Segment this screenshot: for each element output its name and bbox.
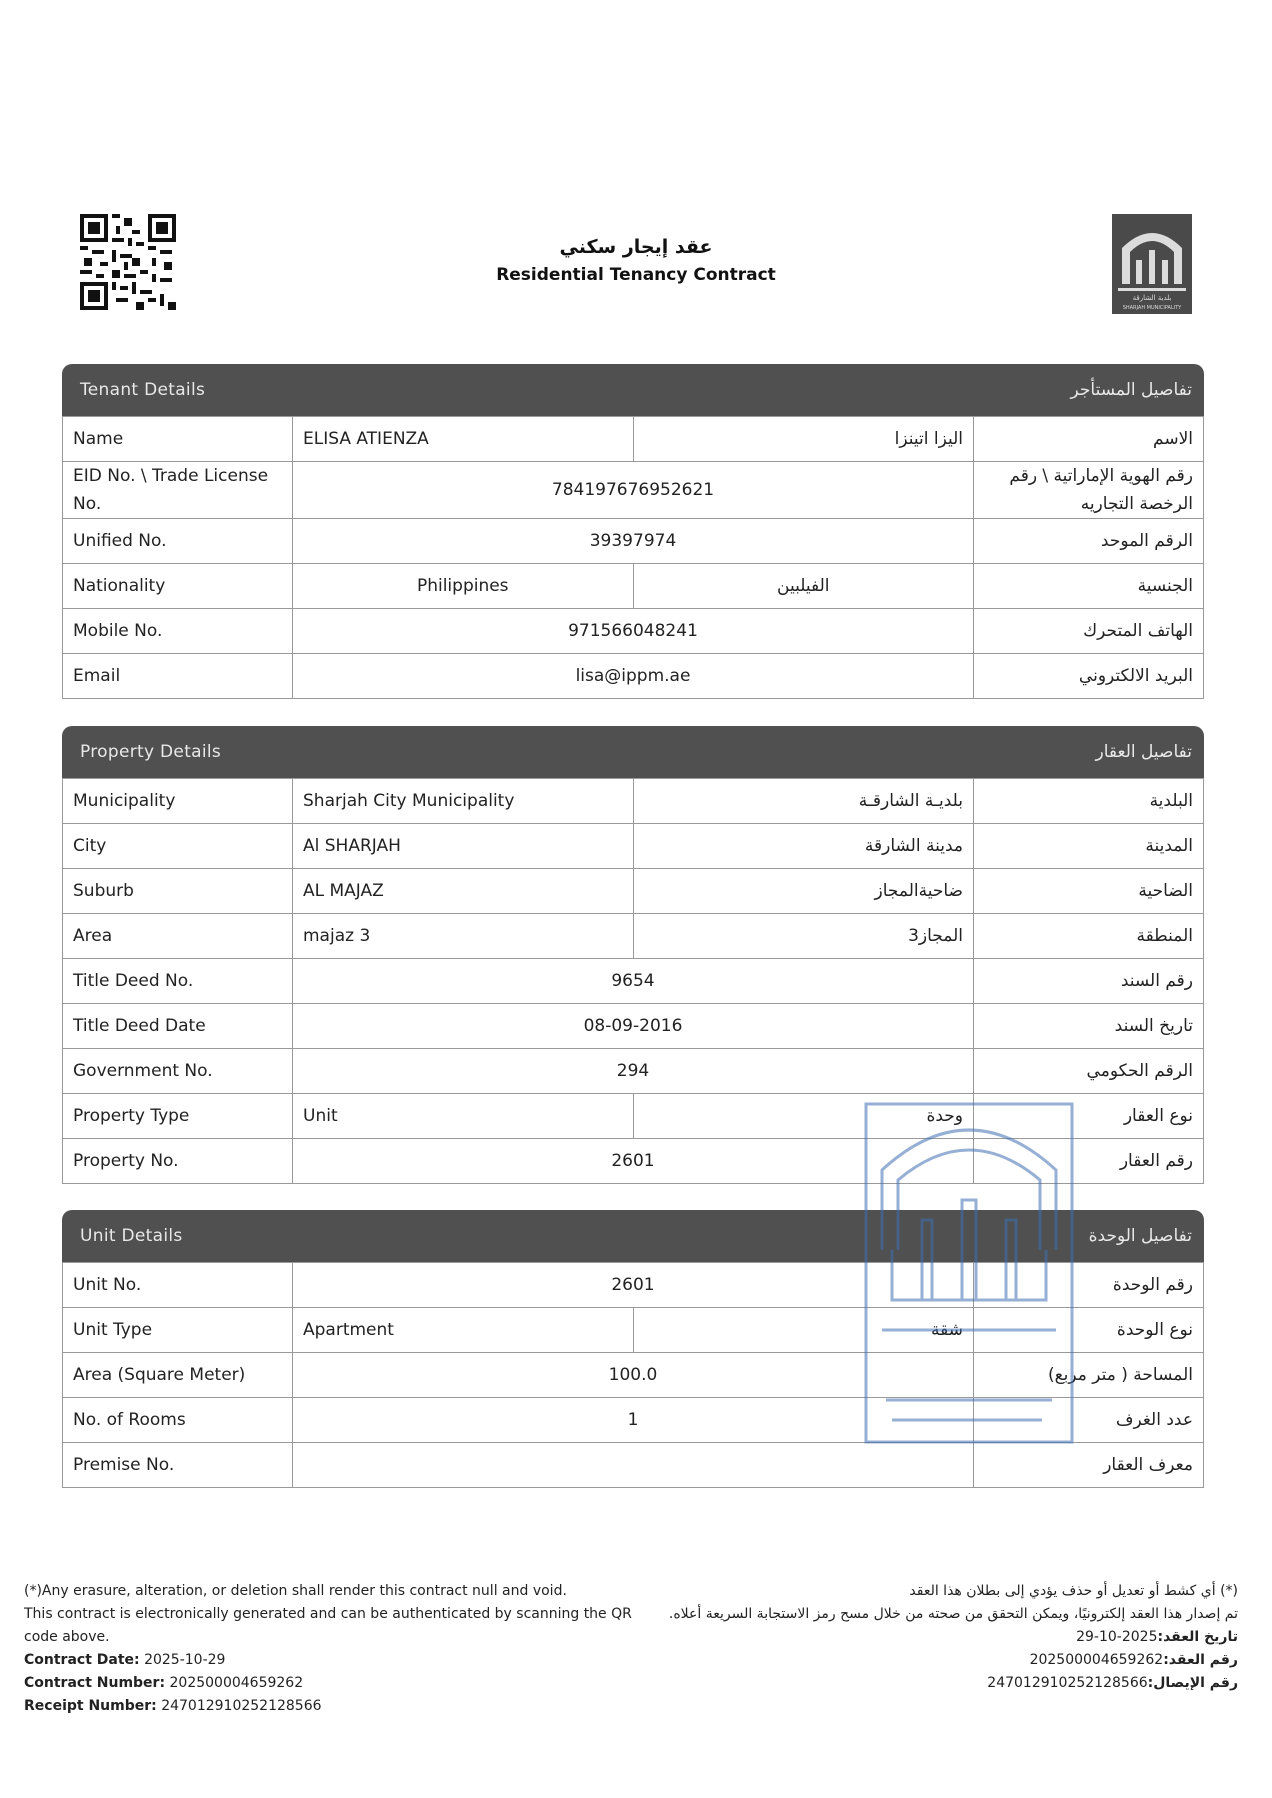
- field-label-ar: رقم الهوية الإماراتية \ رقم الرخصة التجاريه: [974, 462, 1204, 519]
- field-label-en: Premise No.: [63, 1443, 293, 1488]
- table-row: [63, 1353, 1204, 1398]
- name-value-en: ELISA ATIENZA: [293, 417, 634, 462]
- tenant-header-en: Tenant Details: [80, 380, 206, 400]
- table-row: [63, 1443, 1204, 1488]
- unit-details-section: [62, 1210, 1204, 1488]
- footer-note-erasure: (*)Any erasure, alteration, or deletion shall render this contract null and void.: [24, 1583, 567, 1599]
- field-label-ar: المنطقة: [974, 914, 1204, 959]
- field-label-en: Nationality: [63, 564, 293, 609]
- field-label-en: Name: [63, 417, 293, 462]
- unified-value: 39397974: [293, 519, 974, 564]
- property-header-en: Property Details: [80, 742, 222, 762]
- field-label-en: Government No.: [63, 1049, 293, 1094]
- qr-code: [80, 214, 176, 310]
- government-no-value: 294: [293, 1049, 974, 1094]
- table-row: [63, 779, 1204, 824]
- tenant-details-section: [62, 364, 1204, 699]
- field-label-en: City: [63, 824, 293, 869]
- svg-text:SHARJAH MUNICIPALITY: SHARJAH MUNICIPALITY: [1122, 305, 1182, 311]
- field-label-en: Municipality: [63, 779, 293, 824]
- property-details-section: [62, 726, 1204, 1184]
- table-row: [63, 914, 1204, 959]
- field-label-ar: رقم الوحدة: [974, 1263, 1204, 1308]
- field-label-ar: نوع الوحدة: [974, 1308, 1204, 1353]
- field-label-en: Property No.: [63, 1139, 293, 1184]
- table-row: [63, 654, 1204, 699]
- title-arabic: عقد إيجار سكني: [559, 236, 713, 258]
- footer-note-electronic: This contract is electronically generated and can be authenticated by scanning the QR code above.: [24, 1606, 632, 1645]
- sharjah-municipality-logo: [1110, 212, 1194, 316]
- field-label-ar: رقم السند: [974, 959, 1204, 1004]
- table-row: [63, 519, 1204, 564]
- field-label-ar: رقم العقار: [974, 1139, 1204, 1184]
- unit-type-value-en: Apartment: [293, 1308, 634, 1353]
- contract-date-ar: تاريخ العقد:2025-10-29: [1076, 1629, 1238, 1645]
- document-title: [440, 236, 832, 285]
- field-label-ar: المدينة: [974, 824, 1204, 869]
- unit-details-header: [62, 1210, 1204, 1262]
- table-row: [63, 1398, 1204, 1443]
- field-label-en: Area (Square Meter): [63, 1353, 293, 1398]
- field-label-ar: المساحة ( متر مربع): [974, 1353, 1204, 1398]
- field-label-en: No. of Rooms: [63, 1398, 293, 1443]
- receipt-number-ar: رقم الإيصال:247012910252128566: [987, 1675, 1238, 1691]
- field-label-en: Title Deed Date: [63, 1004, 293, 1049]
- field-label-en: Area: [63, 914, 293, 959]
- table-row: [63, 869, 1204, 914]
- contract-number: Contract Number: 202500004659262: [24, 1675, 304, 1691]
- table-row: [63, 609, 1204, 654]
- unit-header-en: Unit Details: [80, 1226, 183, 1246]
- field-label-ar: تاريخ السند: [974, 1004, 1204, 1049]
- table-row: [63, 1139, 1204, 1184]
- field-label-ar: البريد الالكتروني: [974, 654, 1204, 699]
- footer-english: [24, 1580, 644, 1718]
- contract-number-ar: رقم العقد:202500004659262: [1029, 1652, 1238, 1668]
- suburb-value-en: AL MAJAZ: [293, 869, 634, 914]
- table-row: [63, 1004, 1204, 1049]
- table-row: [63, 959, 1204, 1004]
- unit-details-table: [62, 1262, 1204, 1488]
- unit-no-value: 2601: [293, 1263, 974, 1308]
- svg-text:بلدية الشارقة: بلدية الشارقة: [1132, 294, 1172, 302]
- premise-no-value: [293, 1443, 974, 1488]
- property-details-header: [62, 726, 1204, 778]
- property-header-ar: تفاصيل العقار: [1095, 742, 1192, 762]
- field-label-en: Email: [63, 654, 293, 699]
- area-sqm-value: 100.0: [293, 1353, 974, 1398]
- property-details-table: [62, 778, 1204, 1184]
- city-value-en: Al SHARJAH: [293, 824, 634, 869]
- field-label-en: Suburb: [63, 869, 293, 914]
- title-deed-no-value: 9654: [293, 959, 974, 1004]
- table-row: [63, 462, 1204, 519]
- table-row: [63, 1308, 1204, 1353]
- eid-value: 784197676952621: [293, 462, 974, 519]
- table-row: [63, 1049, 1204, 1094]
- unit-header-ar: تفاصيل الوحدة: [1088, 1226, 1192, 1246]
- receipt-number: Receipt Number: 247012910252128566: [24, 1698, 322, 1714]
- field-label-en: Unit No.: [63, 1263, 293, 1308]
- area-value-ar: المجاز3: [633, 914, 974, 959]
- table-row: [63, 564, 1204, 609]
- field-label-en: Unit Type: [63, 1308, 293, 1353]
- contract-date: Contract Date: 2025-10-29: [24, 1652, 226, 1668]
- unit-type-value-ar: شقة: [633, 1308, 974, 1353]
- nationality-value-ar: الفيلبين: [633, 564, 974, 609]
- field-label-en: Property Type: [63, 1094, 293, 1139]
- table-row: [63, 1094, 1204, 1139]
- nationality-value-en: Philippines: [293, 564, 634, 609]
- tenant-details-table: [62, 416, 1204, 699]
- field-label-ar: الهاتف المتحرك: [974, 609, 1204, 654]
- field-label-ar: الرقم الحكومي: [974, 1049, 1204, 1094]
- footer-arabic: [660, 1580, 1238, 1695]
- field-label-ar: الاسم: [974, 417, 1204, 462]
- area-value-en: majaz 3: [293, 914, 634, 959]
- field-label-ar: معرف العقار: [974, 1443, 1204, 1488]
- field-label-ar: الجنسية: [974, 564, 1204, 609]
- field-label-en: EID No. \ Trade License No.: [63, 462, 293, 519]
- footer-note-electronic-ar: تم إصدار هذا العقد إلكترونيًا، ويمكن التحقق من صحته من خلال مسح رمز الاستجابة السريعة أعلاه.: [668, 1606, 1238, 1622]
- city-value-ar: مدينة الشارقة: [633, 824, 974, 869]
- field-label-en: Unified No.: [63, 519, 293, 564]
- table-row: [63, 824, 1204, 869]
- field-label-ar: الرقم الموحد: [974, 519, 1204, 564]
- field-label-ar: نوع العقار: [974, 1094, 1204, 1139]
- property-type-value-ar: وحدة: [633, 1094, 974, 1139]
- field-label-ar: عدد الغرف: [974, 1398, 1204, 1443]
- name-value-ar: اليزا اتينزا: [633, 417, 974, 462]
- title-english: Residential Tenancy Contract: [496, 265, 776, 285]
- rooms-value: 1: [293, 1398, 974, 1443]
- tenant-header-ar: تفاصيل المستأجر: [1070, 380, 1192, 400]
- footer-note-erasure-ar: (*) أي كشط أو تعديل أو حذف يؤدي إلى بطلان هذا العقد: [909, 1583, 1238, 1599]
- property-type-value-en: Unit: [293, 1094, 634, 1139]
- municipality-value-en: Sharjah City Municipality: [293, 779, 634, 824]
- suburb-value-ar: ضاحيةالمجاز: [633, 869, 974, 914]
- municipality-value-ar: بلديـة الشارقـة: [633, 779, 974, 824]
- field-label-en: Title Deed No.: [63, 959, 293, 1004]
- field-label-en: Mobile No.: [63, 609, 293, 654]
- tenant-details-header: [62, 364, 1204, 416]
- table-row: [63, 417, 1204, 462]
- title-deed-date-value: 08-09-2016: [293, 1004, 974, 1049]
- mobile-value: 971566048241: [293, 609, 974, 654]
- property-no-value: 2601: [293, 1139, 974, 1184]
- field-label-ar: الضاحية: [974, 869, 1204, 914]
- field-label-ar: البلدية: [974, 779, 1204, 824]
- email-value: lisa@ippm.ae: [293, 654, 974, 699]
- table-row: [63, 1263, 1204, 1308]
